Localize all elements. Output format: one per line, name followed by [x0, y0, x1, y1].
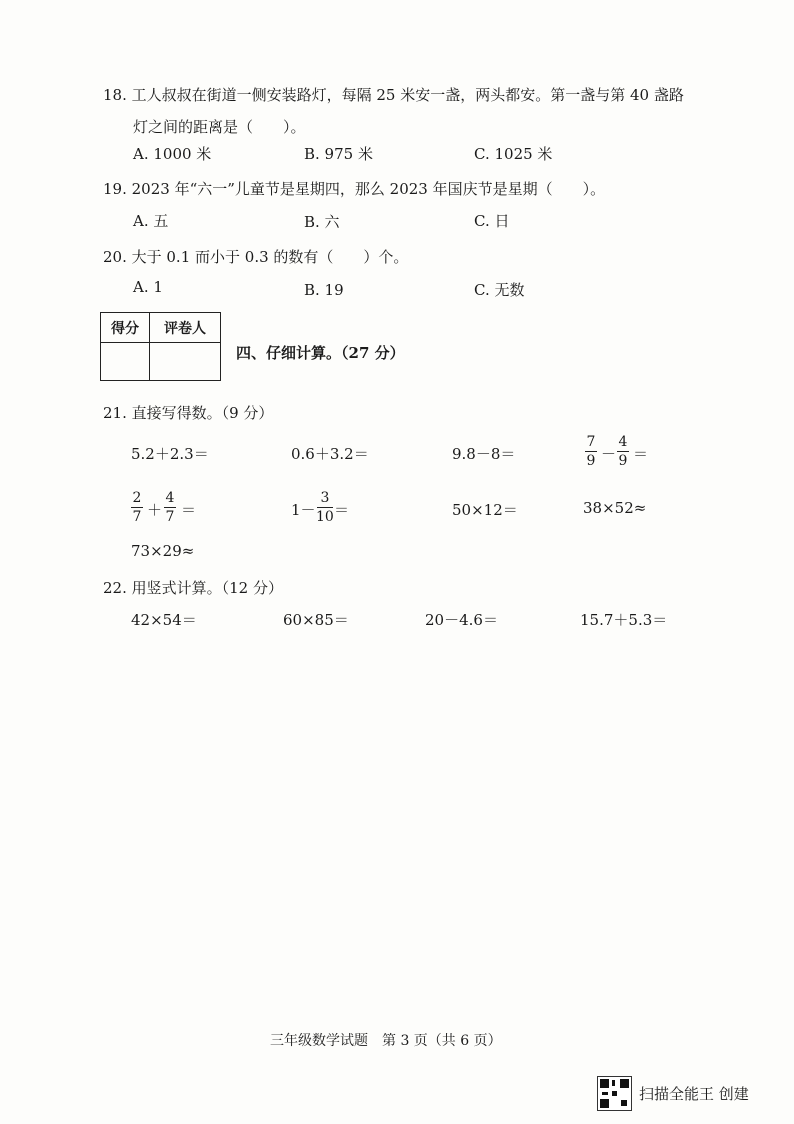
question-19-option-b: B. 六: [304, 213, 340, 231]
denominator: 9: [586, 453, 596, 469]
fraction-3-10: [316, 490, 334, 525]
numerator: 3: [320, 490, 330, 506]
calc-item: 50×12＝: [452, 501, 518, 519]
question-19-line1: 19. 2023 年“六一”儿童节是星期四，那么 2023 年国庆节是星期（ ）。: [103, 180, 606, 198]
question-18-line2: 灯之间的距离是（ ）。: [133, 118, 306, 136]
numerator: 7: [586, 434, 596, 450]
numerator: 4: [618, 434, 628, 450]
scanner-watermark: 扫描全能王 创建: [639, 1085, 749, 1103]
question-19-option-c: C. 日: [474, 212, 510, 230]
question-19-option-a: A. 五: [133, 212, 169, 230]
operator-minus: －: [601, 445, 617, 463]
qr-code-icon: [597, 1076, 632, 1111]
question-18-option-c: C. 1025 米: [474, 145, 553, 163]
denominator: 7: [165, 509, 175, 525]
question-20-line1: 20. 大于 0.1 而小于 0.3 的数有（ ）个。: [103, 248, 409, 266]
denominator: 10: [316, 509, 334, 525]
equals-sign: ＝: [334, 501, 350, 519]
fraction-4-9: [617, 434, 629, 469]
page-footer: 三年级数学试题 第 3 页（共 6 页）: [270, 1033, 502, 1049]
question-20-option-c: C. 无数: [474, 281, 525, 299]
denominator: 7: [132, 509, 142, 525]
question-18-option-b: B. 975 米: [304, 145, 373, 163]
whole-minus: 1－: [291, 501, 316, 519]
equals-sign: ＝: [181, 501, 197, 519]
calc-item: 5.2＋2.3＝: [131, 445, 209, 463]
vertical-calc-item: 20－4.6＝: [425, 611, 498, 629]
vertical-calc-item: 15.7＋5.3＝: [580, 611, 668, 629]
question-18-option-a: A. 1000 米: [133, 145, 212, 163]
vertical-calc-item: 42×54＝: [131, 611, 197, 629]
numerator: 2: [132, 490, 142, 506]
question-18-line1: 18. 工人叔叔在街道一侧安装路灯，每隔 25 米安一盏，两头都安。第一盏与第 40 盏路: [103, 86, 684, 104]
score-header: 得分: [101, 313, 150, 343]
numerator: 4: [165, 490, 175, 506]
question-22-title: 22. 用竖式计算。（12 分）: [103, 579, 283, 597]
equals-sign: ＝: [633, 445, 649, 463]
vertical-calc-item: 60×85＝: [283, 611, 349, 629]
grader-cell[interactable]: [150, 343, 221, 381]
score-box: [100, 312, 221, 381]
calc-item: 9.8－8＝: [452, 445, 516, 463]
question-20-option-a: A. 1: [133, 278, 163, 296]
operator-plus: ＋: [147, 501, 163, 519]
fraction-4-7: [164, 490, 176, 525]
fraction-2-7: [131, 490, 143, 525]
grader-header: 评卷人: [150, 313, 221, 343]
denominator: 9: [618, 453, 628, 469]
section-4-title: 四、仔细计算。（27 分）: [236, 344, 405, 362]
question-21-title: 21. 直接写得数。（9 分）: [103, 404, 274, 422]
score-cell[interactable]: [101, 343, 150, 381]
question-20-option-b: B. 19: [304, 281, 344, 299]
calc-item: 73×29≈: [131, 542, 195, 560]
fraction-7-9: [585, 434, 597, 469]
calc-item: 38×52≈: [583, 499, 647, 517]
calc-item: 0.6＋3.2＝: [291, 445, 369, 463]
